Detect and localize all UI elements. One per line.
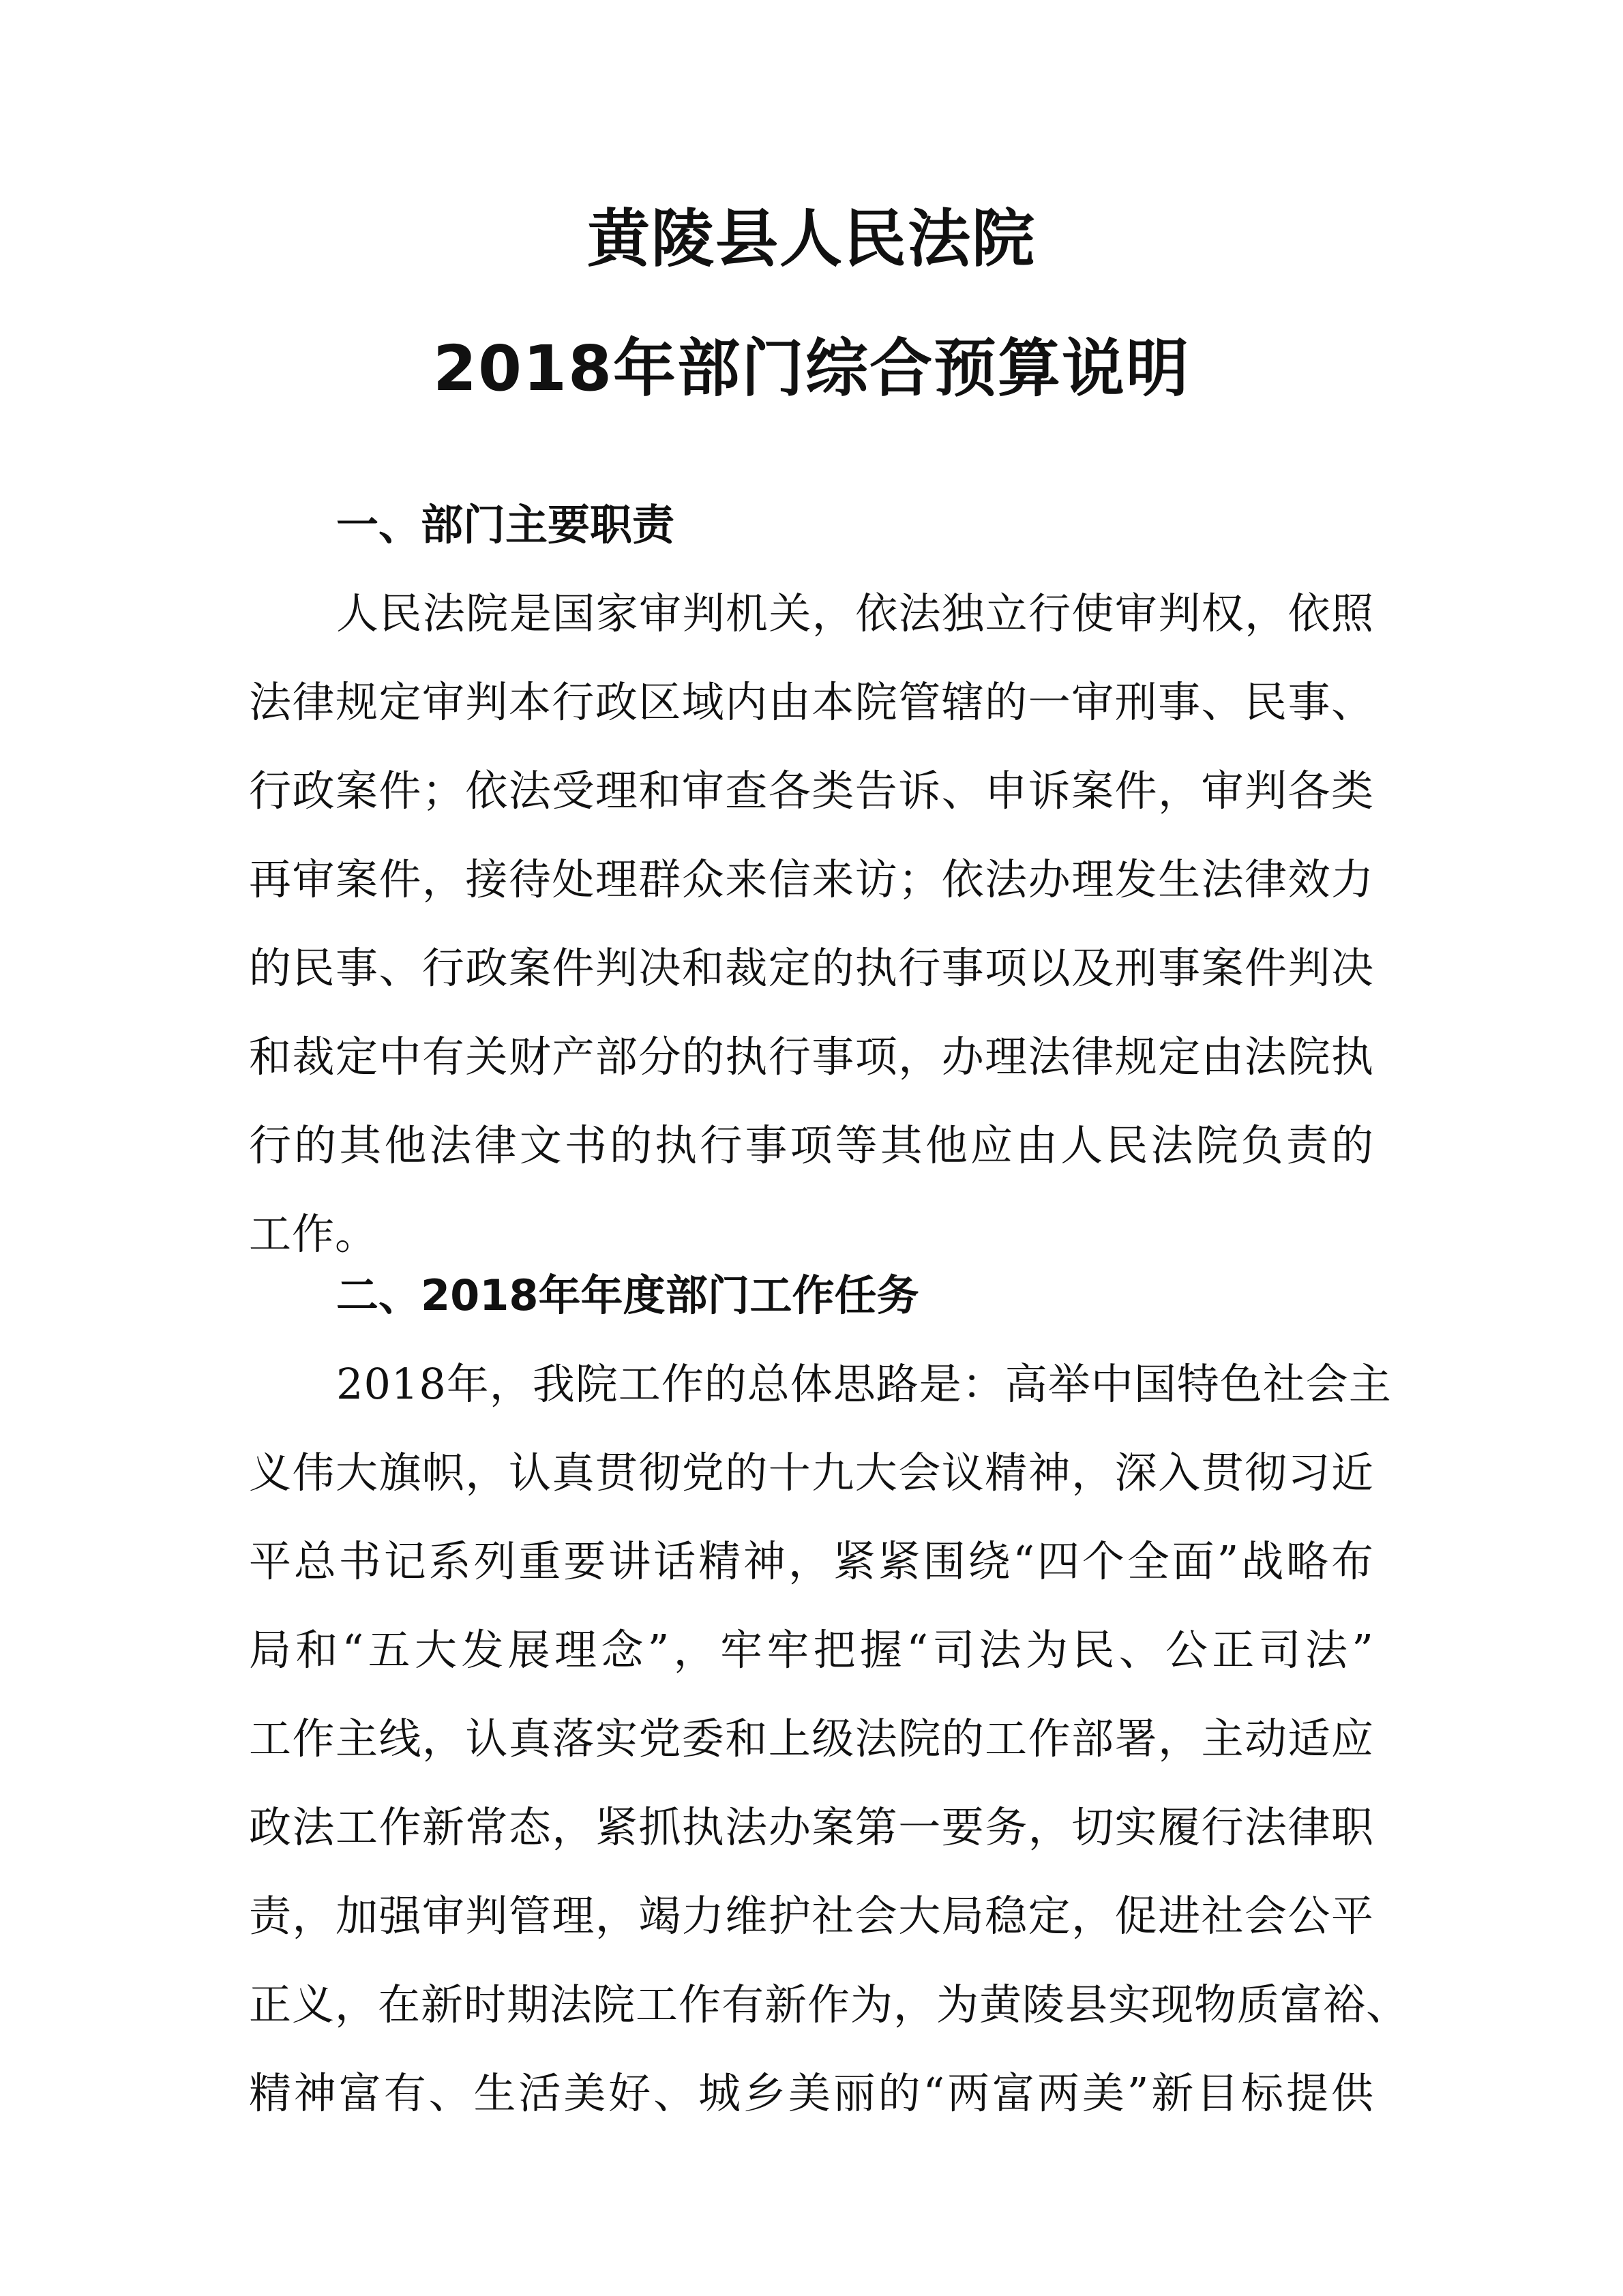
section1-line: 行的其他法律文书的执行事项等其他应由人民法院负责的 — [249, 1120, 1374, 1170]
section1-line: 法律规定审判本行政区域内由本院管辖的一审刑事、民事、 — [249, 677, 1374, 727]
section2-line: 工作主线，认真落实党委和上级法院的工作部署，主动适应 — [249, 1714, 1374, 1763]
section1-line: 再审案件，接待处理群众来信来访；依法办理发生法律效力 — [249, 854, 1374, 904]
document-title-line2: 2018年部门综合预算说明 — [432, 332, 1191, 405]
section1-line: 的民事、行政案件判决和裁定的执行事项以及刑事案件判决 — [249, 943, 1374, 993]
section2-line: 精神富有、生活美好、城乡美丽的“两富两美”新目标提供 — [249, 2068, 1374, 2118]
section1-line: 行政案件；依法受理和审查各类告诉、申诉案件，审判各类 — [249, 766, 1374, 816]
section2-line: 平总书记系列重要讲话精神，紧紧围绕“四个全面”战略布 — [249, 1536, 1374, 1586]
section1-line: 工作。 — [249, 1209, 378, 1259]
section1-line: 人民法院是国家审判机关，依法独立行使审判权，依照 — [336, 588, 1374, 638]
section2-line: 责，加强审判管理，竭力维护社会大局稳定，促进社会公平 — [249, 1891, 1374, 1941]
section2-line: 局和“五大发展理念”，牢牢把握“司法为民、公正司法” — [249, 1625, 1374, 1675]
section1-line: 和裁定中有关财产部分的执行事项，办理法律规定由法院执 — [249, 1032, 1374, 1082]
document-title-line1: 黄陵县人民法院 — [586, 203, 1036, 275]
section2-line: 义伟大旗帜，认真贯彻党的十九大会议精神，深入贯彻习近 — [249, 1448, 1374, 1497]
section2-heading: 二、2018年年度部门工作任务 — [336, 1270, 919, 1320]
section2-line: 2018年，我院工作的总体思路是：高举中国特色社会主 — [336, 1359, 1392, 1409]
section2-line: 政法工作新常态，紧抓执法办案第一要务，切实履行法律职 — [249, 1802, 1374, 1852]
section2-line: 正义，在新时期法院工作有新作为，为黄陵县实现物质富裕、 — [249, 1980, 1410, 2029]
section1-heading: 一、部门主要职责 — [336, 500, 675, 550]
